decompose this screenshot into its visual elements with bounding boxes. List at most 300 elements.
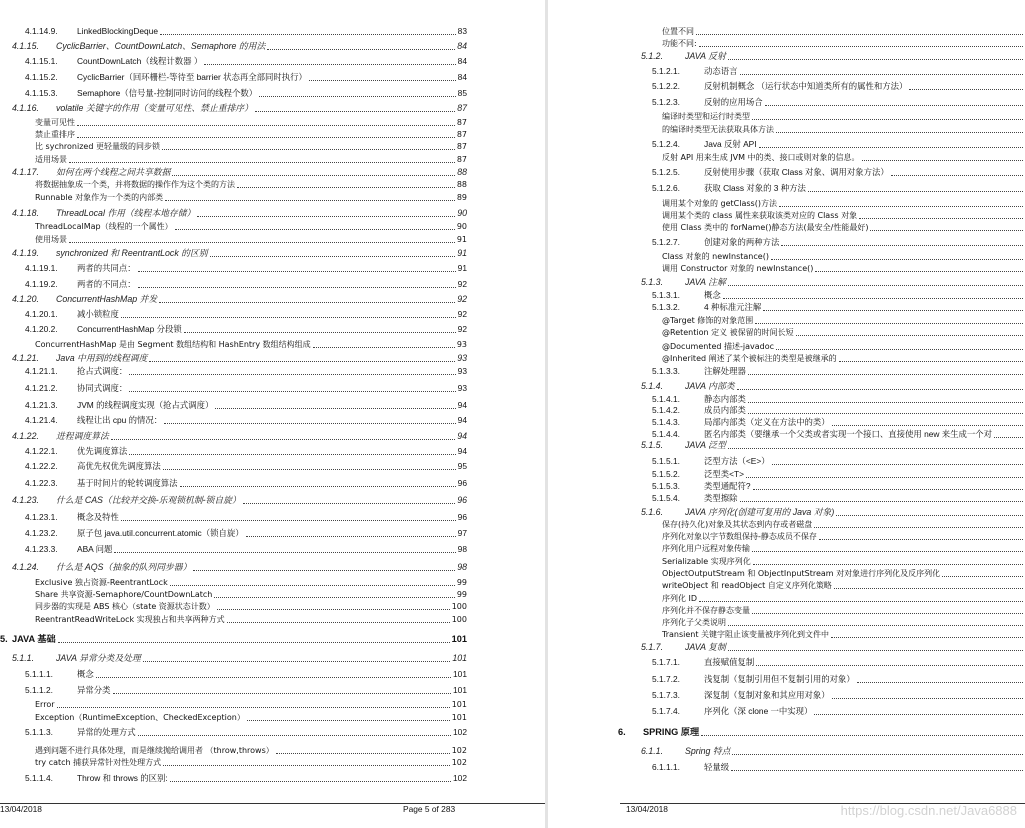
toc-entry[interactable] <box>12 41 467 52</box>
toc-entry-number: 4.1.22. <box>12 431 39 441</box>
toc-entry-number: 4.1.22.3. <box>25 478 58 488</box>
toc-entry[interactable] <box>652 237 1025 248</box>
dot-leader <box>732 754 1023 755</box>
toc-entry-page: 93 <box>457 353 467 363</box>
toc-entry[interactable] <box>652 493 1025 504</box>
toc-entry[interactable] <box>662 111 1025 122</box>
dot-leader <box>138 735 451 736</box>
toc-entry-number: 4.1.19.2. <box>25 279 58 289</box>
toc-entry[interactable] <box>12 431 467 442</box>
toc-entry[interactable] <box>25 727 467 738</box>
toc-entry-number: 4.1.18. <box>12 208 39 218</box>
toc-entry-number: 6. <box>618 727 626 737</box>
dot-leader <box>701 735 1023 736</box>
toc-entry-title: Class 对象的 newInstance() <box>662 252 769 261</box>
dot-leader <box>215 408 455 409</box>
dot-leader <box>217 609 450 610</box>
dot-leader <box>170 781 451 782</box>
toc-entry-number: 5.1.6. <box>641 507 664 517</box>
toc-entry-number: 5.1.2.5. <box>652 167 680 177</box>
toc-entry[interactable] <box>25 72 467 83</box>
toc-entry[interactable] <box>25 56 467 67</box>
toc-entry[interactable] <box>12 167 467 178</box>
toc-entry[interactable] <box>35 192 467 203</box>
toc-entry-title: 成员内部类 <box>704 405 746 415</box>
document-page-right <box>548 0 1025 828</box>
dot-leader <box>210 256 456 257</box>
dot-leader <box>77 137 455 138</box>
toc-entry[interactable] <box>12 495 467 506</box>
toc-entry-title: JAVA 泛型 <box>685 440 726 450</box>
toc-entry-page: 94 <box>457 415 467 425</box>
toc-entry-number: 5.1.2.2. <box>652 81 680 91</box>
toc-entry[interactable] <box>25 773 467 784</box>
toc-entry-page: 89 <box>456 193 467 202</box>
toc-entry-title: 位置不同 <box>662 27 694 36</box>
toc-entry[interactable] <box>652 139 1025 150</box>
toc-entry[interactable] <box>652 290 1025 301</box>
toc-entry[interactable] <box>35 614 467 625</box>
toc-entry[interactable] <box>662 605 1025 616</box>
toc-entry[interactable] <box>662 543 1025 554</box>
dot-leader <box>197 216 455 217</box>
toc-entry-title: 使用场景 <box>35 235 67 244</box>
toc-entry[interactable] <box>0 634 467 645</box>
toc-entry[interactable] <box>662 26 1025 37</box>
dot-leader <box>753 489 1023 490</box>
toc-entry-title: Share 共享资源-Semaphore/CountDownLatch <box>35 590 213 599</box>
dot-leader <box>740 74 1024 75</box>
dot-leader <box>138 287 456 288</box>
toc-entry[interactable] <box>652 66 1025 77</box>
toc-entry[interactable] <box>662 263 1025 274</box>
toc-entry[interactable] <box>12 103 467 114</box>
toc-entry-title: 将数据抽象成一个类，并将数据的操作作为这个类的方法 <box>35 180 235 189</box>
toc-entry-title: JAVA 内部类 <box>685 381 735 391</box>
toc-entry-page: 102 <box>451 758 467 767</box>
toc-entry-title: 调用某个对象的 getClass()方法 <box>662 199 777 208</box>
toc-entry-page: 102 <box>453 727 467 737</box>
toc-entry-page: 101 <box>451 713 467 722</box>
toc-entry-title: 什么是 AQS（抽象的队列同步器） <box>56 562 192 572</box>
toc-entry[interactable] <box>35 179 467 190</box>
toc-entry-number: 4.1.21.4. <box>25 415 58 425</box>
toc-entry-page: 100 <box>451 615 467 624</box>
dot-leader <box>160 34 456 35</box>
dot-leader <box>246 536 456 537</box>
toc-entry[interactable] <box>25 544 467 555</box>
dot-leader <box>267 49 455 50</box>
toc-entry-title: Exception（RuntimeException、CheckedException） <box>35 713 245 722</box>
toc-entry-title: 同步器的实现是 ABS 核心（state 资源状态计数） <box>35 602 215 611</box>
toc-entry-number: 4.1.15. <box>12 41 39 51</box>
toc-entry-number: 5.1.1.1. <box>25 669 53 679</box>
dot-leader <box>313 347 455 348</box>
toc-entry-page: 90 <box>457 208 467 218</box>
toc-entry[interactable] <box>35 757 467 768</box>
toc-entry-title: 创建对象的两种方法 <box>704 237 780 247</box>
toc-entry-title: ReentrantReadWriteLock 实现独占和共享两种方式 <box>35 615 225 624</box>
dot-leader <box>765 105 1023 106</box>
toc-entry-number: 5.1.2.6. <box>652 183 680 193</box>
dot-leader <box>247 720 450 721</box>
toc-entry-title: 调用某个类的 class 属性来获取该类对应的 Class 对象 <box>662 211 858 220</box>
toc-entry[interactable] <box>662 341 1025 352</box>
toc-entry[interactable] <box>35 154 467 165</box>
toc-entry[interactable] <box>652 469 1025 480</box>
toc-entry[interactable] <box>35 141 467 152</box>
toc-entry-title: 优先调度算法 <box>77 446 128 456</box>
toc-entry[interactable] <box>12 208 467 219</box>
toc-entry[interactable] <box>618 727 1025 738</box>
dot-leader <box>69 242 455 243</box>
dot-leader <box>772 464 1023 465</box>
toc-entry-title: 异常的处理方式 <box>77 727 136 737</box>
dot-leader <box>942 576 1023 577</box>
toc-entry[interactable] <box>641 507 1025 518</box>
dot-leader <box>259 96 456 97</box>
toc-entry[interactable] <box>25 88 467 99</box>
toc-entry-title: 基于时间片的轮转调度算法 <box>77 478 178 488</box>
toc-entry[interactable] <box>35 234 467 245</box>
toc-entry[interactable] <box>652 657 1025 668</box>
toc-entry-title: 序列化并不保存静态变量 <box>662 606 750 615</box>
toc-entry[interactable] <box>25 26 467 37</box>
toc-entry-title: 类型通配符? <box>704 481 751 491</box>
toc-entry[interactable] <box>662 519 1025 530</box>
toc-entry[interactable] <box>35 129 467 140</box>
toc-entry-page: 87 <box>456 118 467 127</box>
toc-entry[interactable] <box>662 251 1025 262</box>
toc-entry[interactable] <box>652 366 1025 377</box>
dot-leader <box>819 539 1023 540</box>
toc-entry-number: 6.1.1. <box>641 746 664 756</box>
watermark-url: https://blog.csdn.net/Java6888 <box>840 803 1017 818</box>
toc-entry[interactable] <box>12 653 467 664</box>
dot-leader <box>839 361 1023 362</box>
toc-entry[interactable] <box>652 183 1025 194</box>
toc-entry-title: 的编译时类型无法获取具体方法 <box>662 125 774 134</box>
toc-entry-title: 适用场景 <box>35 155 67 164</box>
toc-entry-page: 91 <box>456 235 467 244</box>
toc-entry-title: 两者的共同点： <box>77 263 136 273</box>
toc-entry[interactable] <box>652 706 1025 717</box>
toc-entry-title: @Target 修饰的对象范围 <box>662 316 754 325</box>
toc-entry-page: 93 <box>457 383 467 393</box>
toc-entry[interactable] <box>25 512 467 523</box>
toc-entry-title: Runnable 对象作为一个类的内部类 <box>35 193 164 202</box>
toc-entry-title: Java 中用到的线程调度 <box>56 353 148 363</box>
toc-entry[interactable] <box>25 279 467 290</box>
toc-entry-title: 深复制（复制对象和其应用对象） <box>704 690 830 700</box>
toc-entry-page: 92 <box>457 309 467 319</box>
toc-entry-page: 100 <box>451 602 467 611</box>
footer-rule <box>0 803 545 804</box>
toc-entry[interactable] <box>662 353 1025 364</box>
dot-leader <box>184 332 456 333</box>
toc-entry-title: volatile 关键字的作用（变量可见性、禁止重排序） <box>56 103 253 113</box>
toc-entry[interactable] <box>652 97 1025 108</box>
toc-entry-page: 87 <box>456 155 467 164</box>
toc-entry-title: 反射的应用场合 <box>704 97 763 107</box>
toc-entry[interactable] <box>662 568 1025 579</box>
toc-entry-title: 反射 API 用来生成 JVM 中的类、接口或则对象的信息。 <box>662 153 860 162</box>
toc-entry[interactable] <box>652 762 1025 773</box>
dot-leader <box>994 437 1023 438</box>
dot-leader <box>214 597 454 598</box>
toc-entry-title: 匿名内部类（要继承一个父类或者实现一个接口、直接使用 new 来生成一个对 <box>704 429 993 439</box>
toc-entry-number: 5.1.5.2. <box>652 469 680 479</box>
toc-entry-title: 编译时类型和运行时类型 <box>662 112 750 121</box>
toc-entry[interactable] <box>12 294 467 305</box>
toc-entry[interactable] <box>641 51 1025 62</box>
toc-entry[interactable] <box>35 589 467 600</box>
dot-leader <box>728 285 1023 286</box>
toc-entry[interactable] <box>652 405 1025 416</box>
toc-entry-page: 101 <box>451 634 467 644</box>
toc-entry-title: ConcurrentHashMap 分段锁 <box>77 324 182 334</box>
dot-leader <box>170 585 455 586</box>
toc-entry-number: 5.1.1.2. <box>25 685 53 695</box>
toc-entry[interactable] <box>652 417 1025 428</box>
dot-leader <box>114 552 455 553</box>
toc-entry[interactable] <box>25 669 467 680</box>
toc-entry-title: @Retention 定义 被保留的时间长短 <box>662 328 794 337</box>
toc-entry[interactable] <box>25 309 467 320</box>
dot-leader <box>243 503 455 504</box>
toc-entry-page: 101 <box>451 700 467 709</box>
toc-entry-title: synchronized 和 ReentrantLock 的区别 <box>56 248 208 258</box>
dot-leader <box>748 413 1023 414</box>
toc-entry[interactable] <box>25 461 467 472</box>
toc-entry-number: 5.1.5.4. <box>652 493 680 503</box>
toc-entry-title: @Documented 描述-javadoc <box>662 342 775 351</box>
toc-entry-title: 动态语言 <box>704 66 738 76</box>
toc-entry-title: 注解处理器 <box>704 366 746 376</box>
toc-entry[interactable] <box>662 152 1025 163</box>
toc-entry-title: JAVA 复制 <box>685 642 726 652</box>
dot-leader <box>180 486 456 487</box>
toc-entry[interactable] <box>662 38 1025 49</box>
dot-leader <box>755 323 1023 324</box>
toc-entry[interactable] <box>652 167 1025 178</box>
toc-entry-number: 5.1.3. <box>641 277 664 287</box>
toc-entry-number: 5.1.7.4. <box>652 706 680 716</box>
toc-entry-title: 序列化对象以字节数组保持-静态成员不保存 <box>662 532 817 541</box>
toc-entry-page: 98 <box>457 562 467 572</box>
dot-leader <box>723 298 1023 299</box>
dot-leader <box>831 637 1023 638</box>
toc-entry[interactable] <box>662 198 1025 209</box>
toc-entry-title: 禁止重排序 <box>35 130 75 139</box>
toc-entry[interactable] <box>12 248 467 259</box>
dot-leader <box>862 160 1023 161</box>
dot-leader <box>748 402 1023 403</box>
toc-entry-number: 5.1.2.1. <box>652 66 680 76</box>
dot-leader <box>746 477 1023 478</box>
toc-entry-title: Serializable 实现序列化 <box>662 557 751 566</box>
dot-leader <box>163 765 450 766</box>
toc-entry[interactable] <box>25 685 467 696</box>
toc-entry[interactable] <box>25 415 467 426</box>
dot-leader <box>175 229 455 230</box>
toc-entry[interactable] <box>641 381 1025 392</box>
dot-leader <box>748 374 1023 375</box>
toc-entry[interactable] <box>35 339 467 350</box>
toc-entry-number: 4.1.14.9. <box>25 26 58 36</box>
toc-entry[interactable] <box>35 745 467 756</box>
toc-entry-page: 92 <box>457 324 467 334</box>
toc-entry-number: 4.1.17. <box>12 167 39 177</box>
toc-entry[interactable] <box>662 222 1025 233</box>
toc-entry[interactable] <box>12 562 467 573</box>
toc-entry-title: 4 种标准元注解 <box>704 302 762 312</box>
toc-entry[interactable] <box>641 277 1025 288</box>
dot-leader <box>58 642 450 643</box>
toc-entry-title: 原子包 java.util.concurrent.atomic（锁自旋） <box>77 528 244 538</box>
toc-entry-title: 功能不同: <box>662 39 697 48</box>
toc-entry-number: 4.1.22.2. <box>25 461 58 471</box>
toc-entry-number: 5.1.4. <box>641 381 664 391</box>
dot-leader <box>255 111 455 112</box>
dot-leader <box>796 335 1023 336</box>
toc-entry[interactable] <box>652 302 1025 313</box>
toc-entry[interactable] <box>662 629 1025 640</box>
toc-entry-title: CyclicBarrier（回环栅栏-等待至 barrier 状态再全部同时执行） <box>77 72 307 82</box>
toc-entry-title: 反射使用步骤（获取 Class 对象、调用对象方法） <box>704 167 889 177</box>
toc-entry-page: 91 <box>457 263 467 273</box>
dot-leader <box>763 310 1023 311</box>
toc-entry[interactable] <box>35 117 467 128</box>
toc-entry-number: 6.1.1.1. <box>652 762 680 772</box>
toc-entry-number: 4.1.23.1. <box>25 512 58 522</box>
toc-entry[interactable] <box>662 327 1025 338</box>
toc-entry-title: 类型擦除 <box>704 493 738 503</box>
toc-entry-number: 4.1.19. <box>12 248 39 258</box>
toc-entry[interactable] <box>662 556 1025 567</box>
toc-entry[interactable] <box>35 577 467 588</box>
toc-entry-page: 102 <box>451 746 467 755</box>
toc-entry-page: 99 <box>456 578 467 587</box>
toc-entry[interactable] <box>662 210 1025 221</box>
dot-leader <box>138 271 456 272</box>
toc-entry[interactable] <box>25 324 467 335</box>
toc-entry[interactable] <box>12 353 467 364</box>
toc-entry[interactable] <box>652 81 1025 92</box>
dot-leader <box>129 374 455 375</box>
toc-entry-title: 泛型类<T> <box>704 469 745 479</box>
toc-entry[interactable] <box>662 531 1025 542</box>
toc-entry-page: 87 <box>456 142 467 151</box>
dot-leader <box>163 469 456 470</box>
toc-entry[interactable] <box>662 580 1025 591</box>
toc-entry[interactable] <box>652 481 1025 492</box>
toc-entry[interactable] <box>662 617 1025 628</box>
toc-entry[interactable] <box>641 440 1025 451</box>
toc-entry-page: 102 <box>453 773 467 783</box>
dot-leader <box>728 448 1023 449</box>
toc-entry[interactable] <box>641 746 1025 757</box>
toc-entry[interactable] <box>25 528 467 539</box>
dot-leader <box>111 439 455 440</box>
dot-leader <box>737 389 1023 390</box>
footer-page-number: Page 5 of 283 <box>403 804 456 814</box>
toc-entry-number: 4.1.23.3. <box>25 544 58 554</box>
toc-entry-title: Transient 关键字阻止该变量被序列化到文件中 <box>662 630 830 639</box>
dot-leader <box>113 693 452 694</box>
dot-leader <box>814 527 1023 528</box>
toc-entry[interactable] <box>25 383 467 394</box>
toc-entry-title: 协同式调度： <box>77 383 128 393</box>
toc-entry-page: 88 <box>456 180 467 189</box>
toc-entry-page: 101 <box>453 669 467 679</box>
toc-entry-title: 减小锁粒度 <box>77 309 119 319</box>
dot-leader <box>832 698 1023 699</box>
toc-entry[interactable] <box>35 601 467 612</box>
toc-entry-title: ConcurrentHashMap 是由 Segment 数组结构和 HashEntry 数组结构组成 <box>35 340 311 349</box>
dot-leader <box>77 125 455 126</box>
dot-leader <box>728 625 1023 626</box>
toc-entry-title: 使用 Class 类中的 forName()静态方法(最安全/性能最好) <box>662 223 869 232</box>
dot-leader <box>276 753 450 754</box>
toc-entry-number: 5.1.7.2. <box>652 674 680 684</box>
toc-entry-number: 5. <box>0 634 8 644</box>
toc-entry-title: 概念及特性 <box>77 512 119 522</box>
toc-entry[interactable] <box>35 221 467 232</box>
toc-entry[interactable] <box>652 456 1025 467</box>
toc-entry[interactable] <box>25 400 467 411</box>
toc-entry[interactable] <box>25 366 467 377</box>
toc-entry[interactable] <box>652 429 1025 440</box>
toc-entry-page: 84 <box>457 41 467 51</box>
toc-entry[interactable] <box>662 593 1025 604</box>
dot-leader <box>909 89 1023 90</box>
toc-entry-title: Exclusive 独占资源-ReentrantLock <box>35 578 168 587</box>
dot-leader <box>836 515 1023 516</box>
toc-entry[interactable] <box>652 674 1025 685</box>
toc-entry-title: SPRING 原理 <box>643 727 700 737</box>
toc-entry-number: 4.1.23.2. <box>25 528 58 538</box>
toc-entry-title: ABA 问题 <box>77 544 113 554</box>
toc-entry[interactable] <box>25 478 467 489</box>
toc-entry-number: 5.1.3.3. <box>652 366 680 376</box>
toc-entry-title: @Inherited 阐述了某个被标注的类型是被继承的 <box>662 354 837 363</box>
toc-entry[interactable] <box>35 712 467 723</box>
toc-entry[interactable] <box>662 315 1025 326</box>
toc-entry[interactable] <box>25 446 467 457</box>
toc-entry-title: 进程调度算法 <box>56 431 109 441</box>
toc-entry[interactable] <box>652 394 1025 405</box>
toc-entry-number: 5.1.7. <box>641 642 664 652</box>
toc-entry[interactable] <box>35 699 467 710</box>
toc-entry[interactable] <box>641 642 1025 653</box>
dot-leader <box>891 175 1023 176</box>
dot-leader <box>159 302 455 303</box>
toc-entry-title: 浅复制（复制引用但不复制引用的对象） <box>704 674 855 684</box>
toc-entry[interactable] <box>652 690 1025 701</box>
toc-entry-number: 4.1.15.1. <box>25 56 58 66</box>
dot-leader <box>740 501 1024 502</box>
toc-entry-number: 4.1.20.1. <box>25 309 58 319</box>
toc-entry-title: JAVA 序列化(创建可复用的 Java 对象) <box>685 507 835 517</box>
toc-entry[interactable] <box>662 124 1025 135</box>
toc-entry[interactable] <box>25 263 467 274</box>
toc-entry-title: JAVA 基础 <box>12 634 56 644</box>
toc-entry-page: 96 <box>457 478 467 488</box>
toc-entry-number: 4.1.21.2. <box>25 383 58 393</box>
dot-leader <box>149 361 455 362</box>
toc-entry-title: 线程让出 cpu 的情况： <box>77 415 163 425</box>
